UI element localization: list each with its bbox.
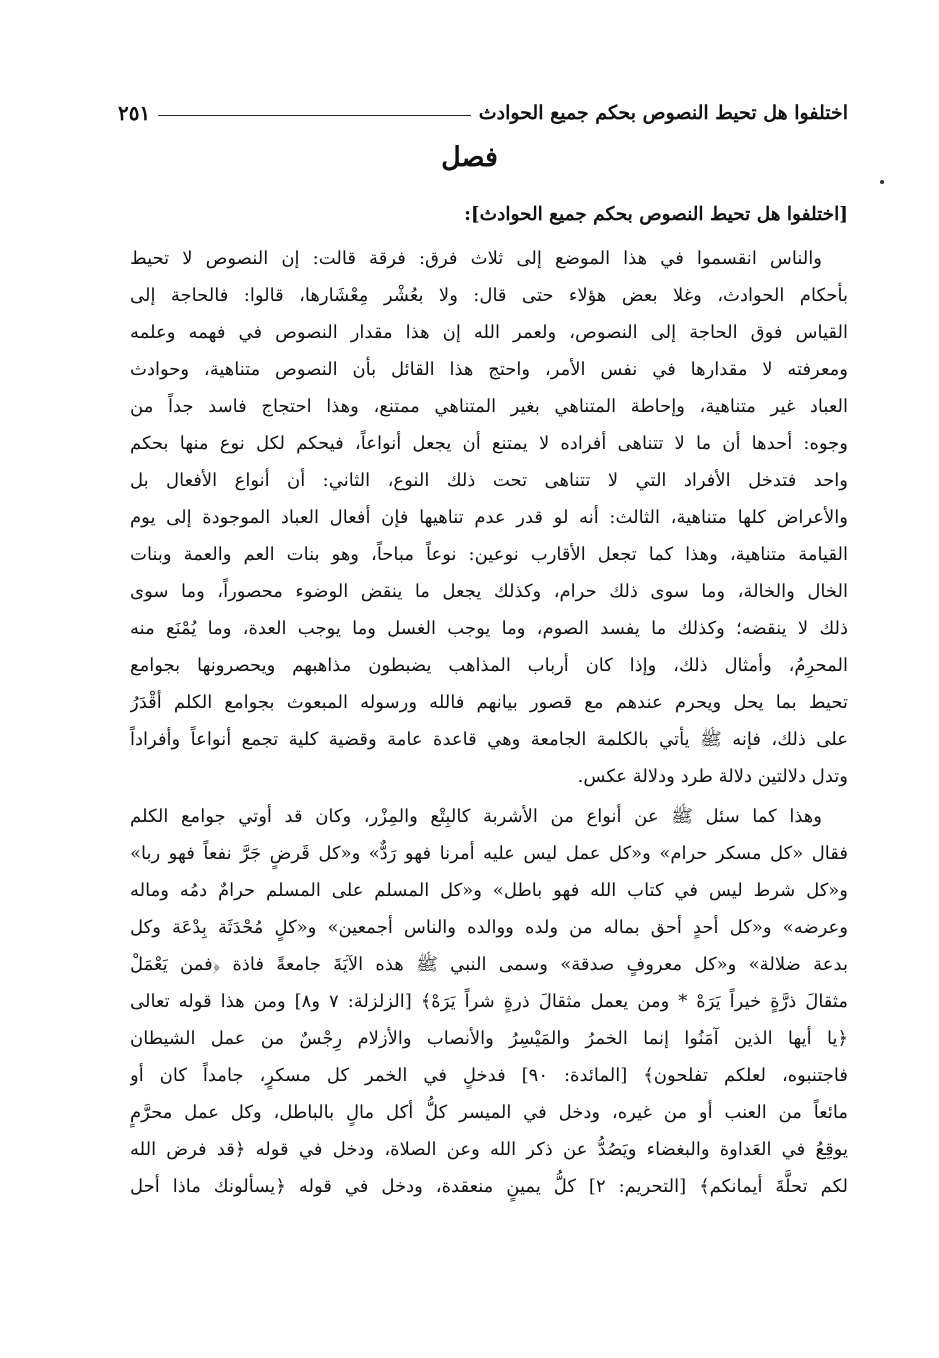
text-line: المحرِمُ، وأمثال ذلك، وإذا كان أرباب المذاهب يضبطون مذاهبهم ويحصرونها بجوامع	[130, 655, 848, 676]
text-line: وتدل دلالتين دلالة طرد ودلالة عكس.	[577, 766, 848, 787]
text-line: وهذا كما سئل ﷺ عن أنواع من الأشربة كالبِتْع والمِزْر، وكان قد أوتي جوامع الكلم	[130, 806, 822, 827]
text-line: واحد فتدخل الأفراد التي لا تتناهى تحت ذلك النوع، الثاني: أن أنواع الأفعال بل	[130, 470, 848, 491]
text-line: مثقالَ ذرَّةٍ خيراً يَرَهْ * ومن يعمل مثقالَ ذرةٍ شراً يَرَهْ﴾ [الزلزلة: ٧ و٨] ومن هذا قوله تعالى	[130, 991, 848, 1012]
text-line: القيامة متناهية، وهذا كما تجعل الأقارب نوعين: نوعاً مباحاً، وهو بنات العم والعمة وبنات	[130, 544, 848, 565]
text-line: و«كل شرط ليس في كتاب الله فهو باطل» و«كل المسلم على المسلم حرامٌ دمُه وماله	[130, 880, 848, 901]
text-line: بدعة ضلالة» و«كل معروفٍ صدقة» وسمى النبي ﷺ هذه الآيَةَ جامعةً فاذة ﴿فمن يَعْمَلْ	[130, 954, 848, 975]
text-line: ﴿يا أيها الذين آمَنُوا إنما الخمرُ والمَيْسِرُ والأنصاب والأزلام رِجْسٌ من عمل الشيطان	[130, 1028, 848, 1049]
text-line: والأعراض كلها متناهية، الثالث: أنه لو قدر عدم تناهيها فإن أفعال العباد الموجودة إلى يوم	[130, 507, 848, 528]
section-subheading: [اختلفوا هل تحيط النصوص بحكم جميع الحوادث]:	[464, 204, 848, 225]
text-line: تحيط بما يحل ويحرم عندهم مع قصور بيانهم فالله ورسوله المبعوث بجوامع الكلم أقْدَرُ	[130, 692, 848, 713]
text-line: وعرضه» و«كل أحدٍ أحق بماله من ولده ووالده والناس أجمعين» و«كلٍ مُحْدَثَة بِدْعَة وكل	[130, 917, 848, 938]
text-line: ذلك لا ينقضه؛ وكذلك ما يفسد الصوم، وما يوجب الغسل وما يوجب العدة، وما يُمْنَع منه	[130, 618, 848, 639]
text-line: ومعرفته لا مقدارها في نفس الأمر، واحتج هذا القائل بأن النصوص متناهية، وحوادث	[130, 359, 848, 380]
text-line: الخال والخالة، وما سوى ذلك حرام، وكذلك يجعل ما ينقض الوضوء محصوراً، وما سوى	[130, 581, 848, 602]
header-rule	[158, 115, 470, 116]
text-line: بأحكام الحوادث، وغلا بعض هؤلاء حتى قال: ولا بعُشْر مِعْشَارها، قالوا: فالحاجة إلى	[130, 285, 848, 306]
margin-dot	[880, 180, 884, 184]
text-line: والناس انقسموا في هذا الموضع إلى ثلاث فرق: فرقة قالت: إن النصوص لا تحيط	[130, 248, 822, 269]
text-line: القياس فوق الحاجة إلى النصوص، ولعمر الله إن هذا مقدار النصوص في فهمه وعلمه	[130, 322, 848, 343]
page-number: ٢٥١	[118, 101, 151, 125]
running-title: اختلفوا هل تحيط النصوص بحكم جميع الحوادث	[478, 102, 848, 124]
text-line: يوقِعُ في العَداوة والبغضاء ويَصُدُّ عن ذكر الله وعن الصلاة، ودخل في قوله ﴿قد فرض الله	[130, 1139, 848, 1160]
section-title: فصل	[441, 142, 498, 173]
text-line: وجوه: أحدها أن ما لا تتناهى أفراده لا يمتنع أن يجعل أنواعاً، فيحكم لكل نوع منها بحكم	[130, 433, 848, 454]
text-line: لكم تحلَّةَ أيمانكم﴾ [التحريم: ٢] كلُّ يمينٍ منعقدة، ودخل في قوله ﴿يسألونك ماذا أحل	[130, 1176, 848, 1197]
text-line: فقال «كل مسكر حرام» و«كل عمل ليس عليه أمرنا فهو رَدٌّ» و«كل قَرضٍ جَرَّ نفعاً فهو ربا»	[130, 843, 848, 864]
running-header	[118, 95, 848, 131]
text-line: فاجتنبوه، لعلكم تفلحون﴾ [المائدة: ٩٠] فدخلٍ في الخمر كل مسكرٍ، جامداً كان أو	[130, 1065, 848, 1086]
text-line: مائعاً من العنب أو من غيره، ودخل في الميسر كلُّ أكل مالٍ بالباطل، وكل عمل محرَّمٍ	[130, 1102, 848, 1123]
text-line: العباد غير متناهية، وإحاطة المتناهي بغير المتناهي ممتنع، وهذا احتجاج فاسد جداً من	[130, 396, 848, 417]
text-line: على ذلك، فإنه ﷺ يأتي بالكلمة الجامعة وهي قاعدة عامة وقضية كلية تجمع أنواعاً وأفراداً	[130, 729, 848, 750]
